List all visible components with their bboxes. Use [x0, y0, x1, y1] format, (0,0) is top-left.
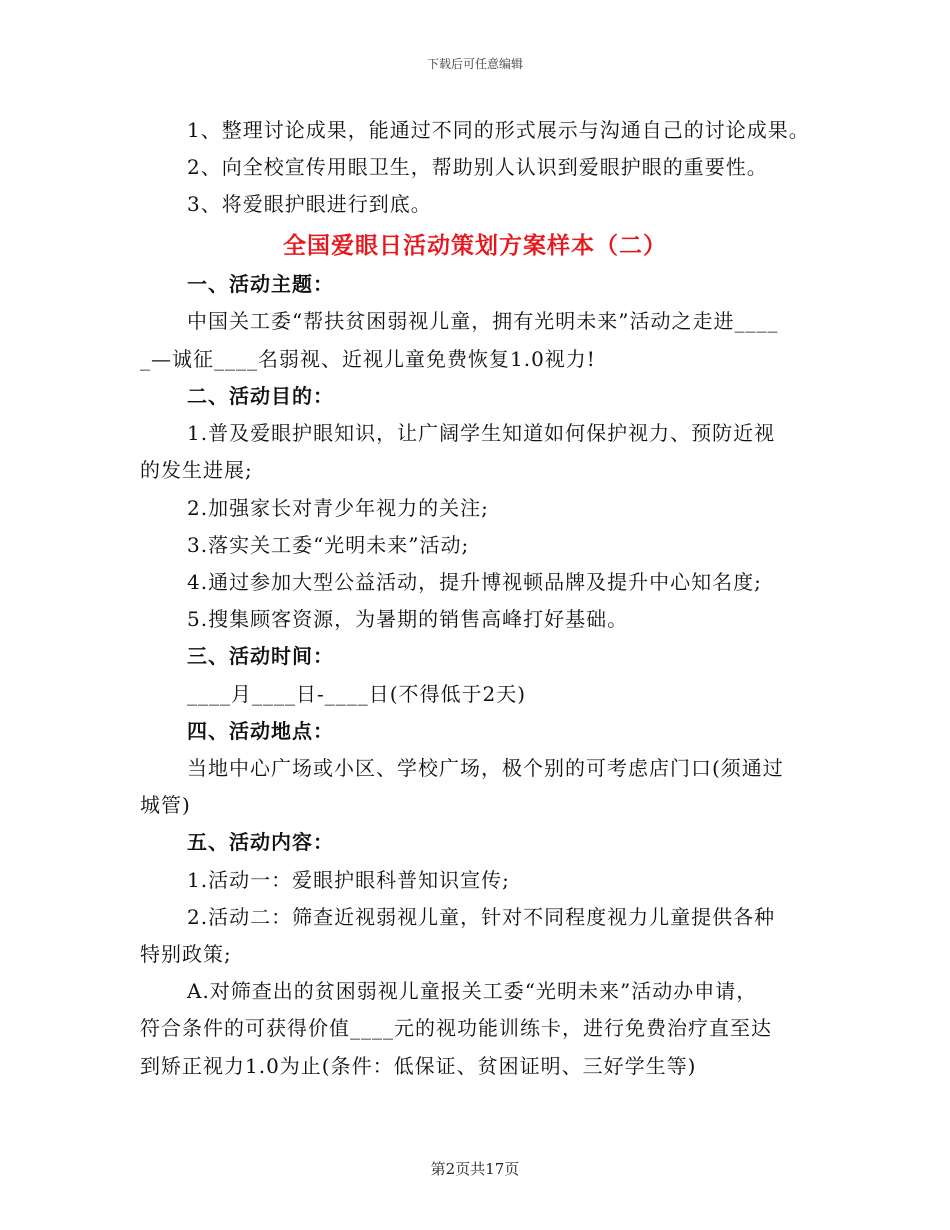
- paragraph-line: 2.加强家长对青少年视力的关注;: [187, 496, 489, 520]
- paragraph-line: 4.通过参加大型公益活动，提升博视顿品牌及提升中心知名度;: [187, 570, 762, 594]
- section-heading: 一、活动主题：: [187, 272, 334, 296]
- paragraph-line: 1、整理讨论成果，能通过不同的形式展示与沟通自己的讨论成果。: [187, 118, 810, 142]
- paragraph-line: 城管): [140, 793, 191, 817]
- paragraph-line: 5.搜集顾客资源，为暑期的销售高峰打好基础。: [187, 607, 629, 631]
- paragraph-line: 特别政策;: [140, 942, 232, 966]
- section-heading: 二、活动目的：: [187, 384, 334, 408]
- section-title: 全国爱眼日活动策划方案样本（二）: [283, 232, 667, 259]
- paragraph-line: 中国关工委“帮扶贫困弱视儿童，拥有光明未来”活动之走进____: [187, 309, 779, 333]
- paragraph-line: 3、将爱眼护眼进行到底。: [187, 192, 432, 216]
- paragraph-line: ____月____日-____日(不得低于2天): [187, 682, 527, 706]
- paragraph-line: 到矫正视力1.0为止(条件：低保证、贫困证明、三好学生等): [140, 1054, 697, 1078]
- paragraph-line: 1.普及爱眼护眼知识，让广阔学生知道如何保护视力、预防近视: [187, 421, 776, 445]
- paragraph-line: _—诚征____名弱视、近视儿童免费恢复1.0视力!: [140, 347, 596, 371]
- paragraph-line: 2、向全校宣传用眼卫生，帮助别人认识到爱眼护眼的重要性。: [187, 155, 768, 179]
- paragraph-line: 当地中心广场或小区、学校广场，极个别的可考虑店门口(须通过: [187, 756, 784, 780]
- section-heading: 四、活动地点：: [187, 719, 334, 743]
- paragraph-line: 3.落实关工委“光明未来”活动;: [187, 533, 470, 557]
- page-footer: 第2页共17页: [430, 1160, 520, 1178]
- paragraph-line: 符合条件的可获得价值____元的视功能训练卡，进行免费治疗直至达: [140, 1016, 772, 1040]
- section-heading: 三、活动时间：: [187, 644, 334, 668]
- paragraph-line: 1.活动一：爱眼护眼科普知识宣传;: [187, 868, 510, 892]
- paragraph-line: A.对筛查出的贫困弱视儿童报关工委“光明未来”活动办申请，: [187, 979, 758, 1003]
- paragraph-line: 的发生进展;: [140, 458, 253, 482]
- section-heading: 五、活动内容：: [187, 830, 334, 854]
- paragraph-line: 2.活动二：筛查近视弱视儿童，针对不同程度视力儿童提供各种: [187, 905, 776, 929]
- page-header: 下载后可任意编辑: [426, 57, 523, 71]
